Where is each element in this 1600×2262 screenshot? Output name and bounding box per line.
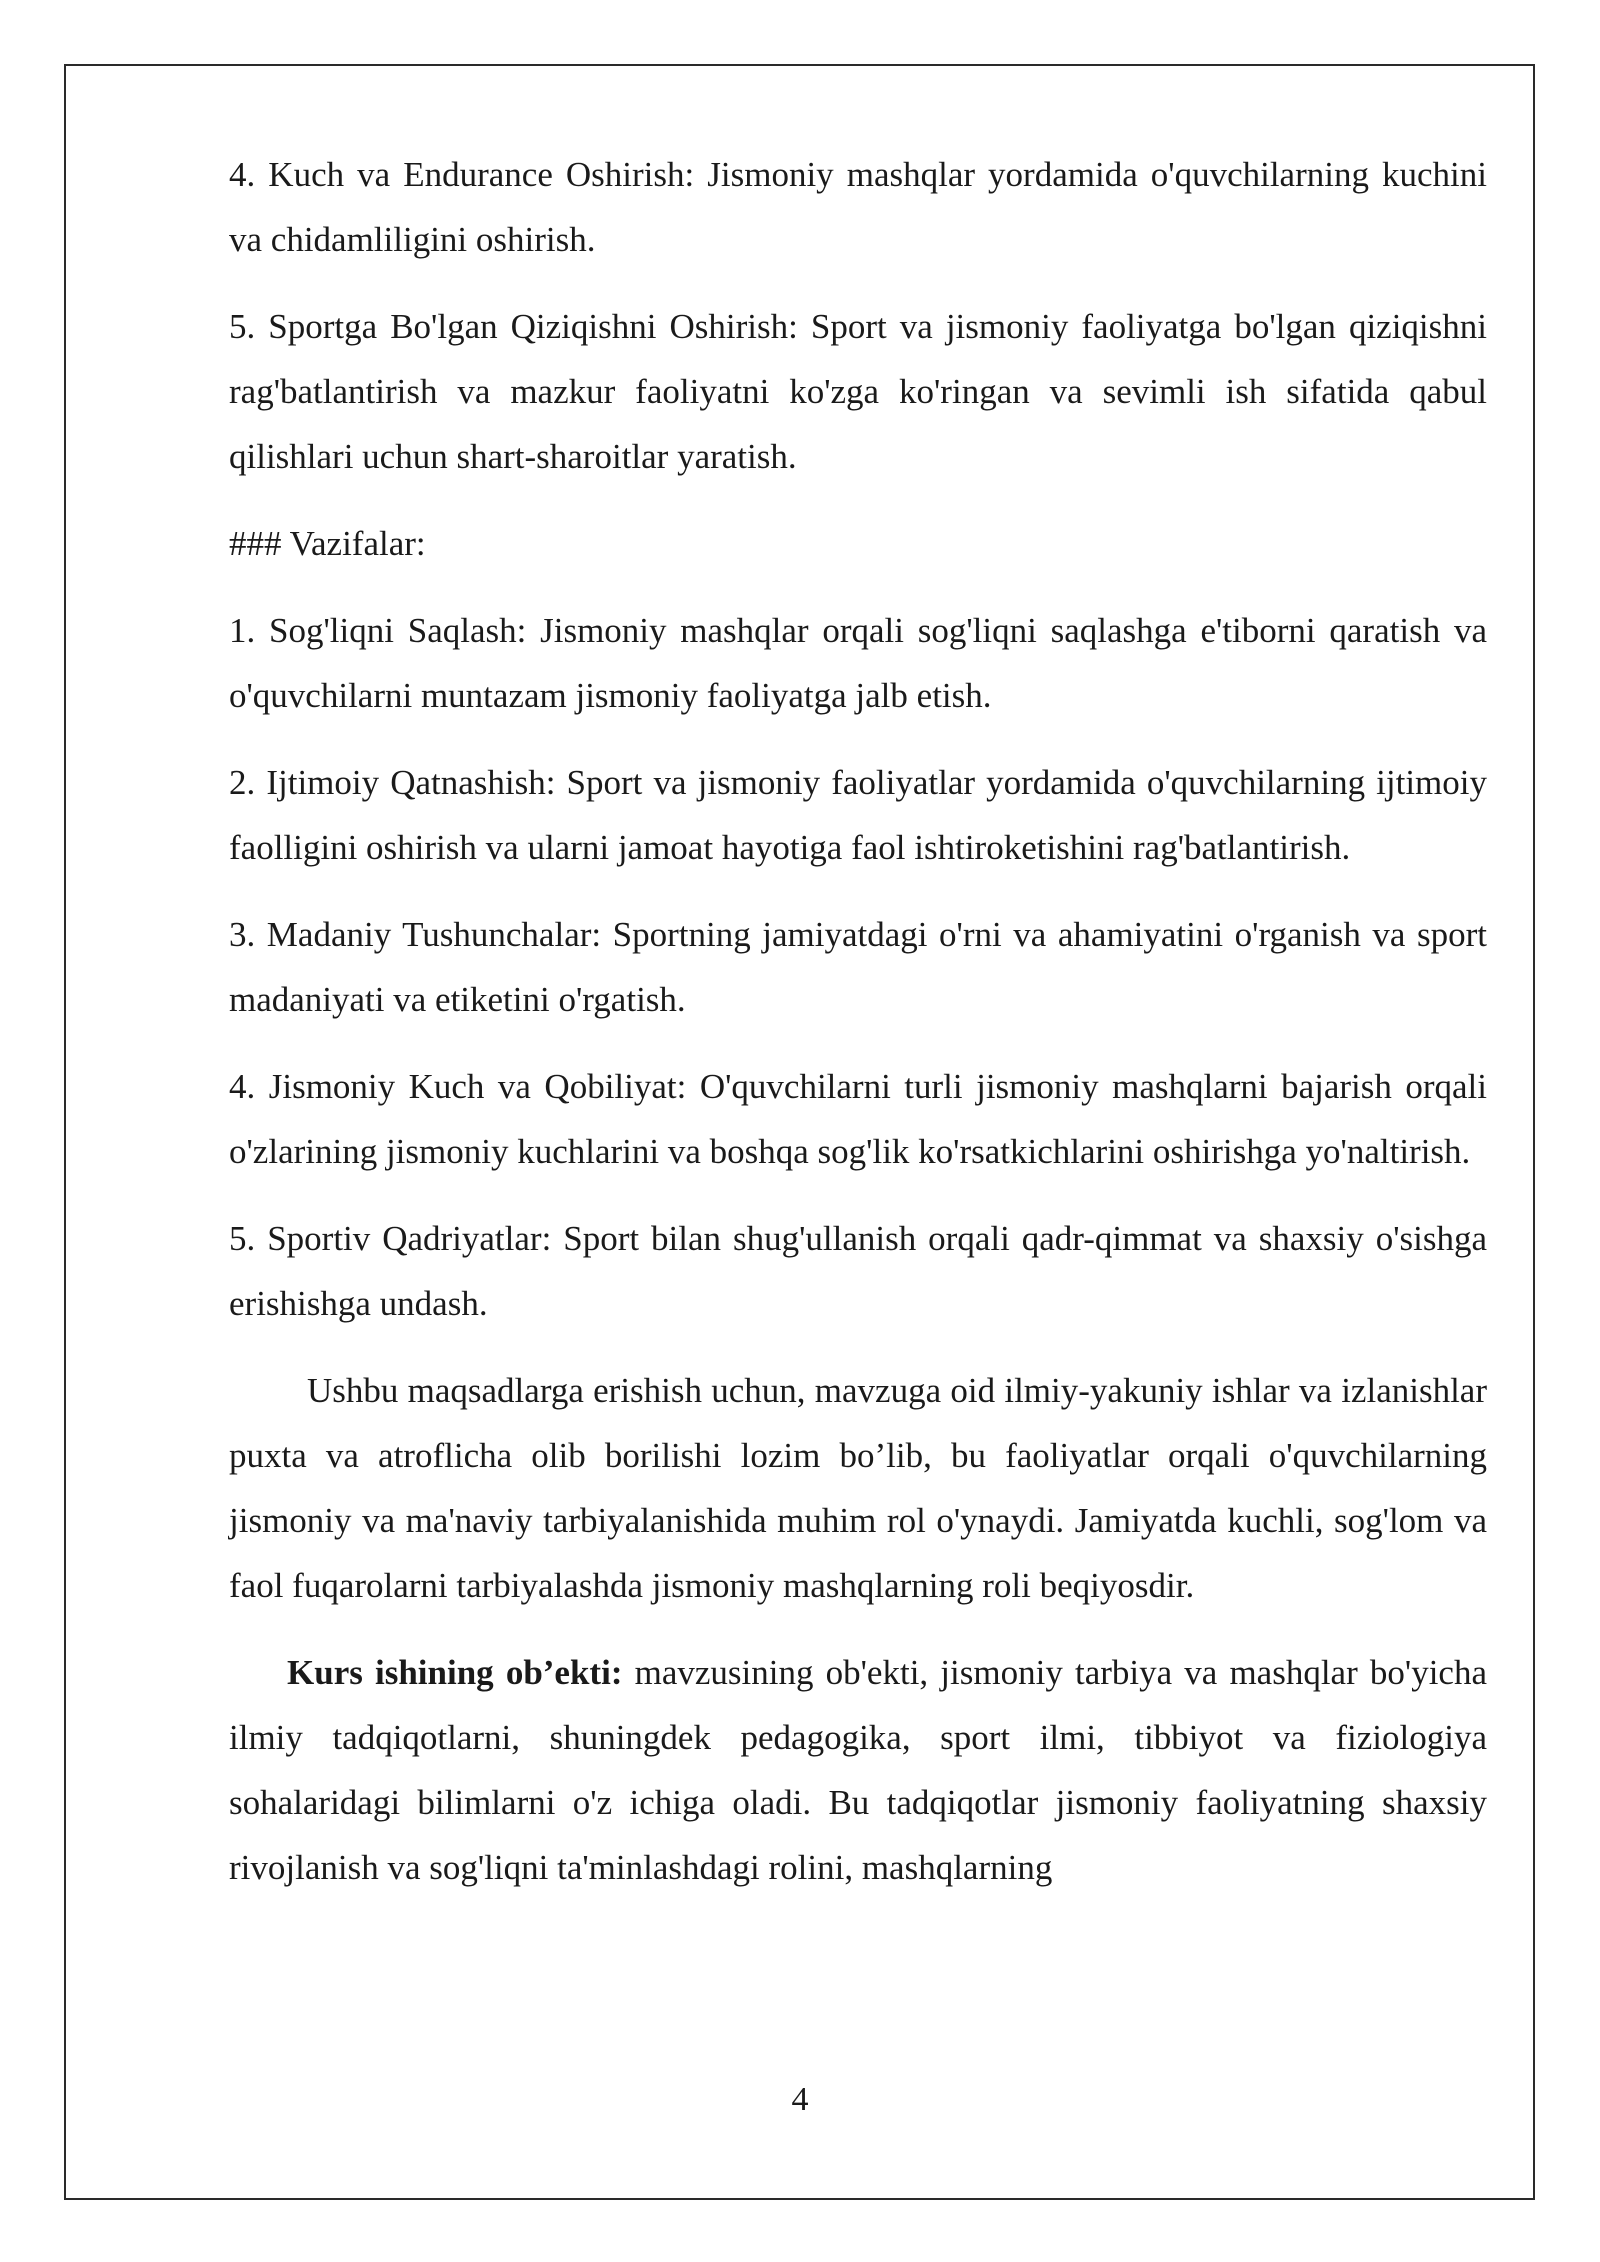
summary-paragraph: Ushbu maqsadlarga erishish uchun, mavzuga oid ilmiy-yakuniy ishlar va izlanishlar puxta va atroflicha olib borilishi lozim bo’lib, bu faoliyatlar orqali o'quvchilarning jismoniy va ma'naviy tarbiyalanishida muhim rol o'ynaydi. Jamiyatda kuchli, sog'lom va faol fuqarolarni tarbiyalashda jismoniy mashqlarning roli beqiyosdir. bbox=[229, 1371, 1487, 1605]
page-number: 4 bbox=[791, 2081, 809, 2118]
document-body bbox=[229, 142, 1487, 1922]
task-1-paragraph: 1. Sog'liqni Saqlash: Jismoniy mashqlar orqali sog'liqni saqlashga e'tiborni qaratish va o'quvchilarni muntazam jismoniy faoliyatga jalb etish. bbox=[229, 611, 1487, 715]
goal-4-paragraph: 4. Kuch va Endurance Oshirish: Jismoniy mashqlar yordamida o'quvchilarning kuchini va chidamliligini oshirish. bbox=[229, 155, 1487, 259]
task-4-paragraph: 4. Jismoniy Kuch va Qobiliyat: O'quvchilarni turli jismoniy mashqlarni bajarish orqali o'zlarining jismoniy kuchlarini va boshqa sog'lik ko'rsatkichlarini oshirishga yo'naltirish. bbox=[229, 1067, 1487, 1171]
object-label: Kurs ishining ob’ekti: bbox=[287, 1653, 623, 1692]
task-3-paragraph: 3. Madaniy Tushunchalar: Sportning jamiyatdagi o'rni va ahamiyatini o'rganish va sport madaniyati va etiketini o'rgatish. bbox=[229, 915, 1487, 1019]
object-text: mavzusining ob'ekti, jismoniy tarbiya va mashqlar bo'yicha ilmiy tadqiqotlarni, shuningdek pedagogika, sport ilmi, tibbiyot va fiziologiya sohalaridagi bilimlarni o'z ichiga oladi. Bu tadqiqotlar jismoniy faoliyatning shaxsiy rivojlanish va sog'liqni ta'minlashdagi rolini, mashqlarning bbox=[229, 1653, 1487, 1887]
task-2-paragraph: 2. Ijtimoiy Qatnashish: Sport va jismoniy faoliyatlar yordamida o'quvchilarning ijtimoiy faolligini oshirish va ularni jamoat hayotiga faol ishtiroketishini rag'batlantirish. bbox=[229, 763, 1487, 867]
object-paragraph bbox=[229, 1640, 1487, 1900]
tasks-heading: ### Vazifalar: bbox=[229, 524, 426, 563]
goal-5-paragraph: 5. Sportga Bo'lgan Qiziqishni Oshirish: Sport va jismoniy faoliyatga bo'lgan qiziqishni rag'batlantirish va mazkur faoliyatni ko'zga ko'ringan va sevimli ish sifatida qabul qilishlari uchun shart-sharoitlar yaratish. bbox=[229, 307, 1487, 476]
task-5-paragraph: 5. Sportiv Qadriyatlar: Sport bilan shug'ullanish orqali qadr-qimmat va shaxsiy o'sishga erishishga undash. bbox=[229, 1219, 1487, 1323]
